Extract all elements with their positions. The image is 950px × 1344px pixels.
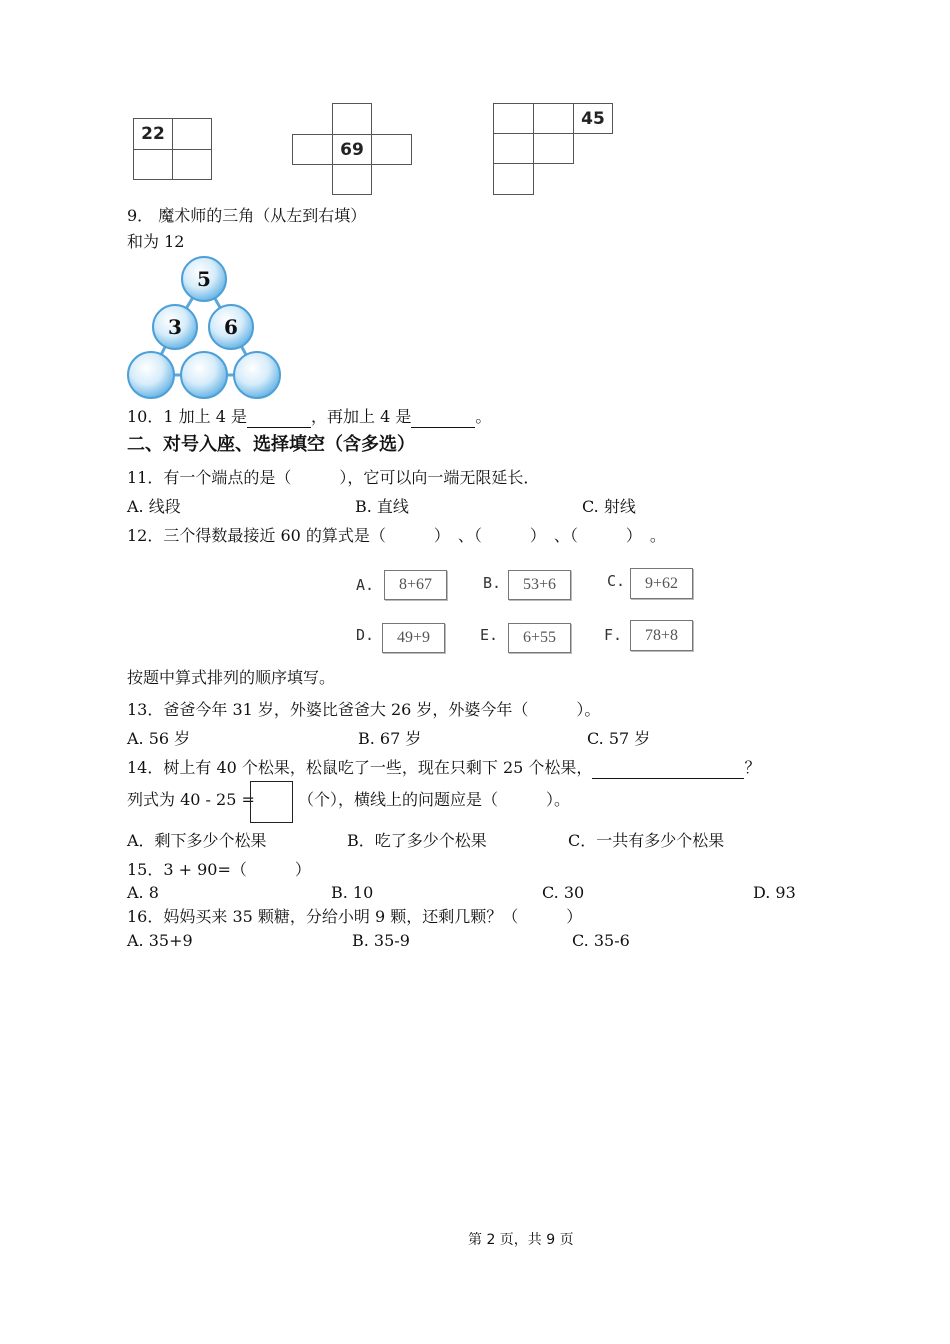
magic-triangle-figure bbox=[125, 255, 285, 403]
grid-cell bbox=[172, 118, 212, 150]
q12-option-a-box[interactable]: 8+67 bbox=[384, 570, 447, 600]
q12-note: 按题中算式排列的顺序填写。 bbox=[127, 668, 336, 687]
q14-formula-prefix: 列式为 40 - 25 = bbox=[127, 790, 255, 809]
q14-text: 14．树上有 40 个松果，松鼠吃了一些，现在只剩下 25 个松果， bbox=[127, 758, 593, 777]
q12-text: 12．三个得数最接近 60 的算式是（ ） 、（ ） 、（ ） 。 bbox=[127, 526, 666, 545]
ball-middle-left-value: 3 bbox=[168, 315, 182, 339]
q15-option-a[interactable]: A. 8 bbox=[127, 883, 159, 902]
q14-option-a[interactable]: A．剩下多少个松果 bbox=[127, 831, 267, 850]
q16-option-a[interactable]: A. 35+9 bbox=[127, 931, 193, 950]
q15-text: 15．3 + 90=（ ） bbox=[127, 860, 311, 879]
q11-option-b[interactable]: B. 直线 bbox=[355, 497, 409, 516]
q10-blank-1[interactable] bbox=[247, 407, 311, 428]
q14-question-blank[interactable] bbox=[592, 758, 744, 779]
grid-cell bbox=[133, 149, 173, 180]
q12-option-d-label: D. bbox=[356, 626, 375, 644]
q12-option-e-label: E. bbox=[480, 626, 499, 644]
grid-cell bbox=[493, 163, 534, 195]
grid-cell bbox=[533, 133, 574, 164]
ball-bottom-right bbox=[234, 352, 280, 398]
q15-option-b[interactable]: B. 10 bbox=[331, 883, 374, 902]
q14-formula-suffix: （个），横线上的问题应是（ ）。 bbox=[298, 790, 571, 809]
q13-option-a[interactable]: A. 56 岁 bbox=[127, 729, 191, 748]
q12-option-c-box[interactable]: 9+62 bbox=[630, 568, 693, 599]
grid-cell bbox=[172, 149, 212, 180]
q12-option-f-box[interactable]: 78+8 bbox=[630, 620, 693, 651]
q9-sum-text: 和为 12 bbox=[127, 232, 185, 251]
grid-cell bbox=[371, 134, 412, 165]
grid-cell bbox=[493, 103, 534, 134]
q15-option-d[interactable]: D. 93 bbox=[753, 883, 796, 902]
ball-middle-right-value: 6 bbox=[224, 315, 238, 339]
q14-question-mark: ？ bbox=[744, 758, 761, 777]
q14-option-b[interactable]: B．吃了多少个松果 bbox=[347, 831, 487, 850]
grid-cell bbox=[573, 103, 613, 134]
q16-option-c[interactable]: C. 35-6 bbox=[572, 931, 630, 950]
q13-text: 13．爸爸今年 31 岁，外婆比爸爸大 26 岁，外婆今年（ ）。 bbox=[127, 700, 601, 719]
grid2-value: 69 bbox=[340, 139, 364, 160]
q14-answer-box[interactable] bbox=[250, 781, 293, 823]
grid-cell bbox=[292, 134, 333, 165]
grid-cell bbox=[493, 133, 534, 164]
ball-bottom-middle bbox=[181, 352, 227, 398]
grid-cell bbox=[332, 134, 372, 165]
q11-option-c[interactable]: C. 射线 bbox=[582, 497, 636, 516]
q10-part1: 10．1 加上 4 是 bbox=[127, 407, 247, 426]
q15-option-c[interactable]: C. 30 bbox=[542, 883, 585, 902]
q9-title: 9． 魔术师的三角（从左到右填） bbox=[127, 206, 367, 225]
q12-option-a-label: A. bbox=[356, 576, 375, 594]
grid3-value: 45 bbox=[581, 108, 605, 129]
q14-line-1 bbox=[127, 758, 760, 779]
q14-option-c[interactable]: C．一共有多少个松果 bbox=[568, 831, 725, 850]
q12-option-c-label: C. bbox=[607, 572, 626, 590]
q16-option-b[interactable]: B. 35-9 bbox=[352, 931, 410, 950]
q13-option-c[interactable]: C. 57 岁 bbox=[587, 729, 651, 748]
q13-option-b[interactable]: B. 67 岁 bbox=[358, 729, 422, 748]
grid-cell bbox=[533, 103, 574, 134]
ball-top-value: 5 bbox=[197, 267, 211, 291]
q11-text: 11．有一个端点的是（ ），它可以向一端无限延长． bbox=[127, 468, 540, 487]
q12-option-e-box[interactable]: 6+55 bbox=[508, 623, 571, 653]
q10-end: 。 bbox=[475, 407, 492, 426]
q10 bbox=[127, 407, 491, 428]
grid-cell bbox=[332, 164, 372, 195]
q10-part2: ，再加上 4 是 bbox=[310, 407, 412, 426]
q11-option-a[interactable]: A. 线段 bbox=[127, 497, 181, 516]
q12-option-d-box[interactable]: 49+9 bbox=[382, 623, 445, 653]
q12-option-b-box[interactable]: 53+6 bbox=[508, 570, 571, 600]
q10-blank-2[interactable] bbox=[411, 407, 475, 428]
q12-option-f-label: F. bbox=[604, 626, 623, 644]
grid-cell bbox=[133, 118, 173, 150]
grid-cell bbox=[332, 103, 372, 135]
q12-option-b-label: B. bbox=[483, 574, 502, 592]
q16-text: 16．妈妈买来 35 颗糖，分给小明 9 颗，还剩几颗？（ ） bbox=[127, 907, 583, 926]
ball-bottom-left bbox=[128, 352, 174, 398]
grid1-value: 22 bbox=[141, 124, 165, 144]
page-footer: 第 2 页，共 9 页 bbox=[468, 1232, 574, 1248]
section-2-heading: 二、对号入座、选择填空（含多选） bbox=[127, 434, 415, 455]
